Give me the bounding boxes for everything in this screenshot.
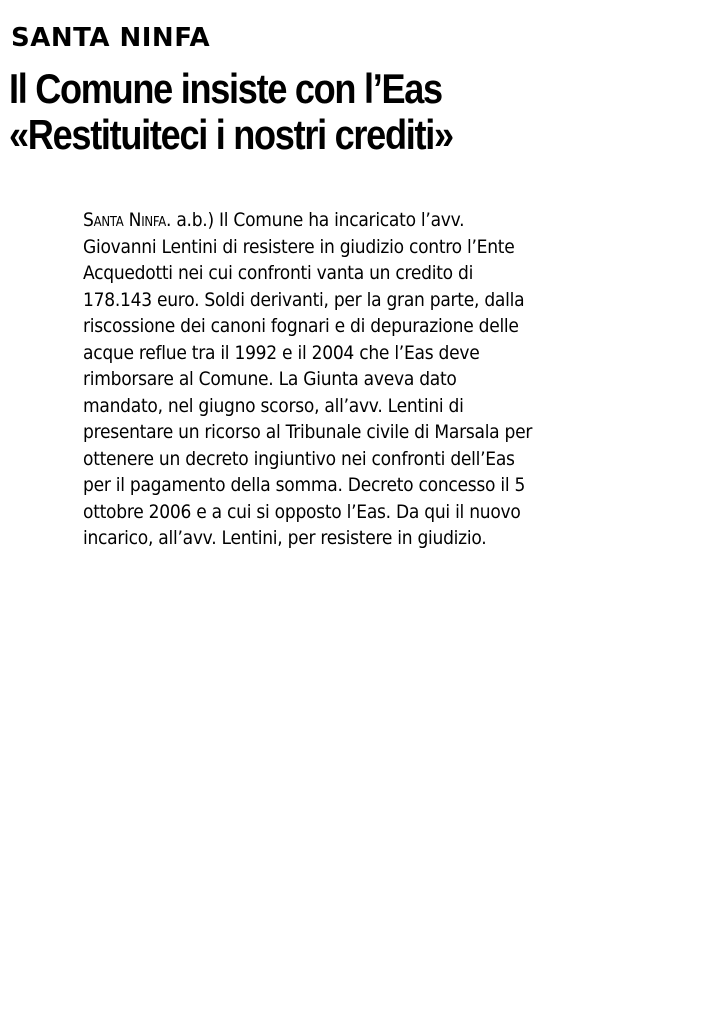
headline-line: «Restituiteci i nostri crediti»	[9, 111, 453, 158]
body-line	[83, 207, 569, 234]
dateline: Santa Ninfa	[83, 209, 166, 231]
article-body	[83, 207, 623, 552]
body-line: mandato, nel giugno scorso, all’avv. Lentini di	[83, 394, 464, 417]
kicker: SANTA NINFA	[11, 23, 211, 53]
headline	[9, 66, 453, 158]
headline-line: Il Comune insiste con l’Eas	[9, 65, 442, 112]
body-line: acque reflue tra il 1992 e il 2004 che l’Eas deve	[83, 341, 480, 364]
body-line: presentare un ricorso al Tribunale civile di Marsala per	[83, 421, 533, 443]
body-line: incarico, all’avv. Lentini, per resistere in giudizio.	[83, 527, 487, 549]
body-line: rimborsare al Comune. La Giunta aveva dato	[83, 368, 457, 390]
body-line: per il pagamento della somma. Decreto concesso il 5	[83, 474, 526, 496]
body-line: riscossione dei canoni fognari e di depurazione delle	[83, 315, 519, 337]
body-line: ottobre 2006 e a cui si opposto l’Eas. Da qui il nuovo	[83, 500, 521, 523]
body-line: ottenere un decreto ingiuntivo nei confronti dell’Eas	[83, 447, 515, 470]
body-line-text: . a.b.) Il Comune ha incaricato l’avv.	[165, 209, 465, 231]
body-line: 178.143 euro. Soldi derivanti, per la gran parte, dalla	[83, 288, 525, 311]
body-line: Giovanni Lentini di resistere in giudizio contro l’Ente	[83, 235, 515, 258]
body-line: Acquedotti nei cui confronti vanta un credito di	[83, 262, 474, 284]
